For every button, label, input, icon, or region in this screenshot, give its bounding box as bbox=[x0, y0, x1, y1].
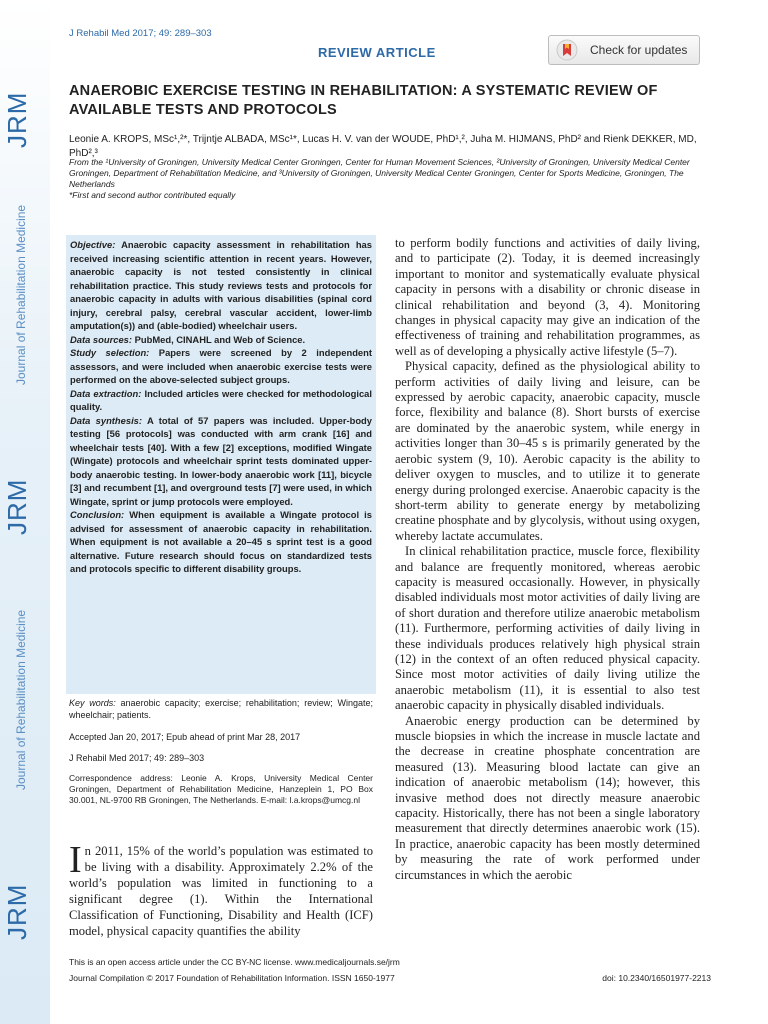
abstract-text: Papers were screened by 2 independent assessors, and were included when anaerobic exercise tests were performed on the above-selected subject groups. bbox=[70, 347, 372, 385]
abstract-label: Data sources: bbox=[70, 333, 133, 345]
abstract-data-sources bbox=[70, 333, 372, 347]
abstract-data-synthesis bbox=[70, 414, 372, 509]
body-paragraph: Physical capacity, defined as the physiological ability to perform activities of daily living and leisure, can be expressed by aerobic capacity, anaerobic capacity, muscle force, flexibility and balance (8). Short bursts of exercise are dominated by the anaerobic system, while energy in activities longer than 30–45 s is primarily generated by the aerobic system (9, 10). Aerobic capacity is the ability to deliver oxygen to muscles, and to utilize it to generate energy during prolonged exercise. Anaerobic capacity is the short-term ability to generate energy by metabolizing creatine phosphate and by glycolysis, without using oxygen, whereby lactate accumulates. bbox=[395, 359, 700, 543]
affiliations bbox=[69, 157, 709, 201]
journal-citation-repeat: J Rehabil Med 2017; 49: 289–303 bbox=[69, 753, 205, 763]
article-type-label: REVIEW ARTICLE bbox=[318, 45, 436, 60]
body-paragraph: In clinical rehabilitation practice, muscle force, flexibility and balance are frequently monitored, whereas aerobic capacity is measured occasionally. However, in physically disabled individuals most motor activities of daily living are of short duration and therefore utilize anaerobic metabolism (11). Furthermore, performing activities of daily living in these individuals produces relatively high physical strain (12) in the context of an often reduced physical capacity. Since most motor activities of daily living utilize the anaerobic metabolism (11), it is essential to also test anaerobic capacity in physically disabled individuals. bbox=[395, 544, 700, 713]
abstract-conclusion bbox=[70, 508, 372, 576]
equal-contribution-note: *First and second author contributed equally bbox=[69, 190, 236, 200]
journal-citation: J Rehabil Med 2017; 49: 289–303 bbox=[69, 28, 212, 39]
body-paragraph: to perform bodily functions and activities of daily living, and to participate (2). Today, it is deemed increasingly important to monitor and systematically evaluate physical capacity in persons with a disability or chronic disease in clinical rehabilitation and beyond (3, 4). Monitoring changes in physical capacity may give an indication of the effectiveness of training and rehabilitation programmes, as well as of developing a physically active lifestyle (5–7). bbox=[395, 236, 700, 358]
intro-text: n 2011, 15% of the world’s population was estimated to be living with a disability. Approximately 2.2% of the world’s population was limited in functioning to a significant degree (1). Within the International Classification of Functioning, Disability and Health (ICF) model, physical capacity quantifies the ability bbox=[69, 844, 373, 938]
author-list: Leonie A. KROPS, MSc¹,²*, Trijntje ALBADA, MSc¹*, Lucas H. V. van der WOUDE, PhD¹,², Juha M. HIJMANS, PhD² and Rienk DEKKER, MD, PhD²,³ bbox=[69, 134, 697, 159]
abstract-label: Study selection: bbox=[70, 347, 150, 358]
license-note: This is an open access article under the CC BY-NC license. www.medicaljournals.se/jrm bbox=[69, 957, 400, 967]
sidebar-jrm-logo: JRM bbox=[2, 883, 32, 941]
abstract-text: A total of 57 papers was included. Upper-body testing [56 protocols] was conducted with arm crank [16] and wheelchair tests [40]. With a few [2] exceptions, modified Wingate (Wingate) protocols and wheelchair sprint tests dominated upper-body anaerobic testing. In lower-body anaerobic work [11], bicycle [3] and recumbent [1], and overground tests [7] were used, in which Wingate, sprint or jump protocols were employed. bbox=[70, 414, 372, 507]
intro-paragraph bbox=[69, 839, 373, 939]
bookmark-badge-icon bbox=[556, 39, 578, 61]
sidebar-journal-name: Journal of Rehabilitation Medicine bbox=[14, 204, 28, 386]
abstract-data-extraction bbox=[70, 387, 372, 414]
abstract-study-selection bbox=[70, 346, 372, 387]
sidebar-jrm-logo: JRM bbox=[2, 478, 32, 536]
journal-compilation: Journal Compilation © 2017 Foundation of Rehabilitation Information. ISSN 1650-1977 bbox=[69, 973, 395, 983]
keywords bbox=[69, 697, 373, 721]
keywords-label: Key words: bbox=[69, 698, 116, 708]
correspondence-address: Correspondence address: Leonie A. Krops, University Medical Center Groningen, Department of Rehabilitation Medicine, Hanzeplein 1, PO Box 30.001, NL-9700 RB Groningen, The Netherlands. E-mail: l.a.krops@umcg.nl bbox=[69, 773, 373, 805]
doi: doi: 10.2340/16501977-2213 bbox=[602, 973, 711, 983]
affiliation-text: From the ¹University of Groningen, University Medical Center Groningen, Center for Human Movement Sciences, ²University of Groningen, University Medical Center Groningen, Department of Rehabilitation Medicine, and ³University of Groningen, University Medical Center Groningen, Center for Sports Medicine, Groningen, The Netherlands bbox=[69, 157, 690, 189]
body-paragraph: Anaerobic energy production can be determined by muscle biopsies in which the increase in muscle lactate and the decrease in creatine phosphate concentration are measured (13). Measuring blood lactate can give an indication of anaerobic metabolism (14); however, this invasive method does not directly measure anaerobic capacity. Historically, there has not been a single laboratory measurement that directly determines anaerobic work (15). In practice, anaerobic capacity has been mostly determined by measuring the rate of work performed under circumstances in which the aerobic bbox=[395, 713, 700, 882]
journal-sidebar bbox=[0, 0, 50, 1024]
abstract-label: Objective: bbox=[70, 239, 116, 250]
keywords-text: anaerobic capacity; exercise; rehabilitation; review; Wingate; wheelchair; patients. bbox=[69, 698, 373, 720]
abstract-label: Data extraction: bbox=[70, 387, 142, 399]
abstract-objective bbox=[70, 238, 372, 333]
abstract-label: Conclusion: bbox=[70, 509, 125, 520]
abstract-box bbox=[66, 235, 376, 694]
drop-cap: I bbox=[69, 839, 82, 881]
article-title: ANAEROBIC EXERCISE TESTING IN REHABILITATION: A SYSTEMATIC REVIEW OF AVAILABLE TESTS AND PROTOCOLS bbox=[69, 83, 658, 118]
check-for-updates-button[interactable] bbox=[548, 35, 700, 65]
abstract-text: Included articles were checked for methodological quality. bbox=[70, 387, 373, 412]
check-for-updates-label: Check for updates bbox=[590, 43, 688, 57]
abstract-label: Data synthesis: bbox=[70, 414, 143, 426]
sidebar-jrm-logo: JRM bbox=[2, 91, 32, 149]
abstract-text: When equipment is available a Wingate protocol is advised for assessment of anaerobic capacity in rehabilitation. When equipment is not available a 20–45 s sprint test is a good alternative. Future research should focus on standardized tests and protocols specific to different disability groups. bbox=[70, 509, 372, 574]
abstract-text: PubMed, CINAHL and Web of Science. bbox=[132, 333, 306, 345]
body-right-column bbox=[395, 236, 700, 883]
sidebar-journal-name: Journal of Rehabilitation Medicine bbox=[14, 609, 28, 791]
accepted-date: Accepted Jan 20, 2017; Epub ahead of print Mar 28, 2017 bbox=[69, 732, 301, 742]
abstract-text: Anaerobic capacity assessment in rehabilitation has received increasing scientific attention in recent years. However, anaerobic capacity is not tested consistently in clinical rehabilitation practice. This study reviews tests and protocols for anaerobic capacity in adults with various disabilities (spinal cord injury, cerebral palsy, cerebral vascular accident, lower-limb amputation(s)) and (able-bodied) wheelchair users. bbox=[70, 239, 372, 331]
